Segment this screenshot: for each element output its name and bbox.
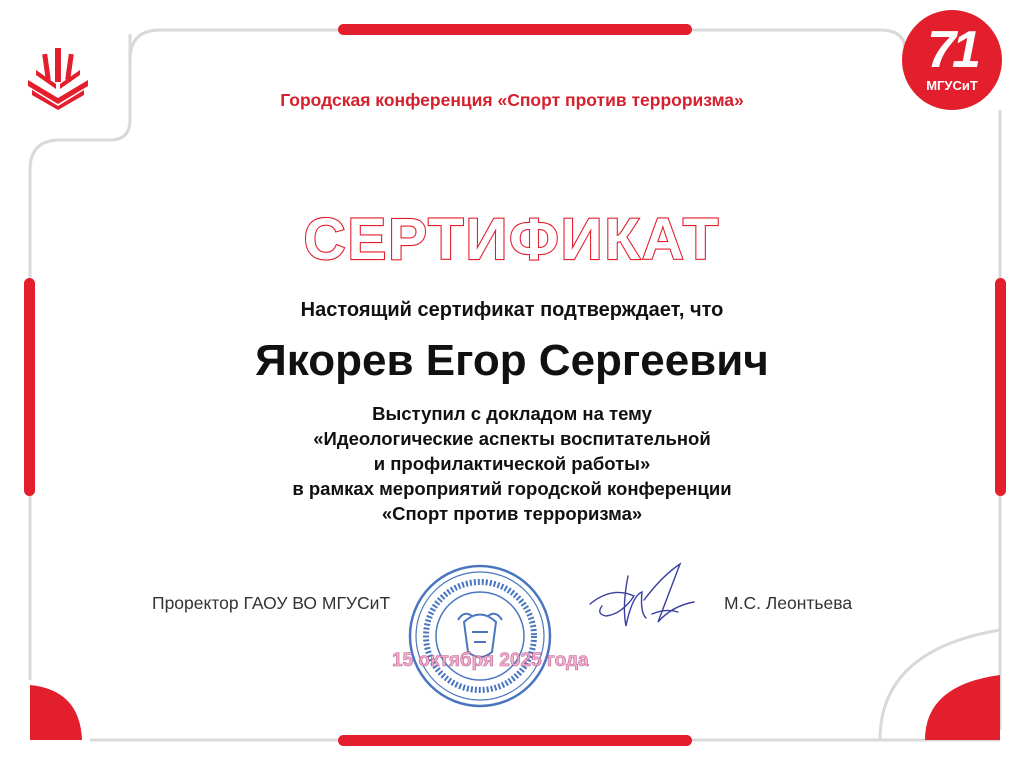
body-line: Выступил с докладом на тему bbox=[372, 403, 652, 424]
frame-bottom-red-bar bbox=[338, 735, 692, 746]
frame-top-red-bar bbox=[338, 24, 692, 35]
stamp-date: 15 октября 2025 года bbox=[392, 650, 589, 671]
university-logo-abbr: МГУСиТ bbox=[926, 78, 978, 93]
certificate-body bbox=[0, 401, 1024, 526]
conference-title: Городская конференция «Спорт против терроризма» bbox=[280, 90, 744, 110]
body-line: «Спорт против терроризма» bbox=[381, 503, 643, 524]
frame-corner-red-br bbox=[925, 675, 1000, 740]
body-line: в рамках мероприятий городской конференции bbox=[292, 478, 732, 499]
signatory-position: Проректор ГАОУ ВО МГУСиТ bbox=[152, 593, 391, 613]
frame-top-right-line bbox=[690, 30, 905, 50]
official-seal-icon bbox=[402, 562, 558, 710]
frame-top-left-line bbox=[130, 30, 340, 60]
body-line: и профилактической работы» bbox=[373, 453, 651, 474]
signature-icon bbox=[582, 556, 702, 636]
university-logo-number: 71 bbox=[927, 21, 977, 79]
confirmation-text: Настоящий сертификат подтверждает, что bbox=[300, 299, 724, 321]
frame-corner-red-bl bbox=[30, 685, 82, 740]
certificate-heading: СЕРТИФИКАТ bbox=[303, 207, 721, 272]
body-line: «Идеологические аспекты воспитательной bbox=[313, 428, 711, 449]
recipient-name: Якорев Егор Сергеевич bbox=[255, 336, 769, 385]
signatory-name: М.С. Леонтьева bbox=[724, 593, 853, 613]
